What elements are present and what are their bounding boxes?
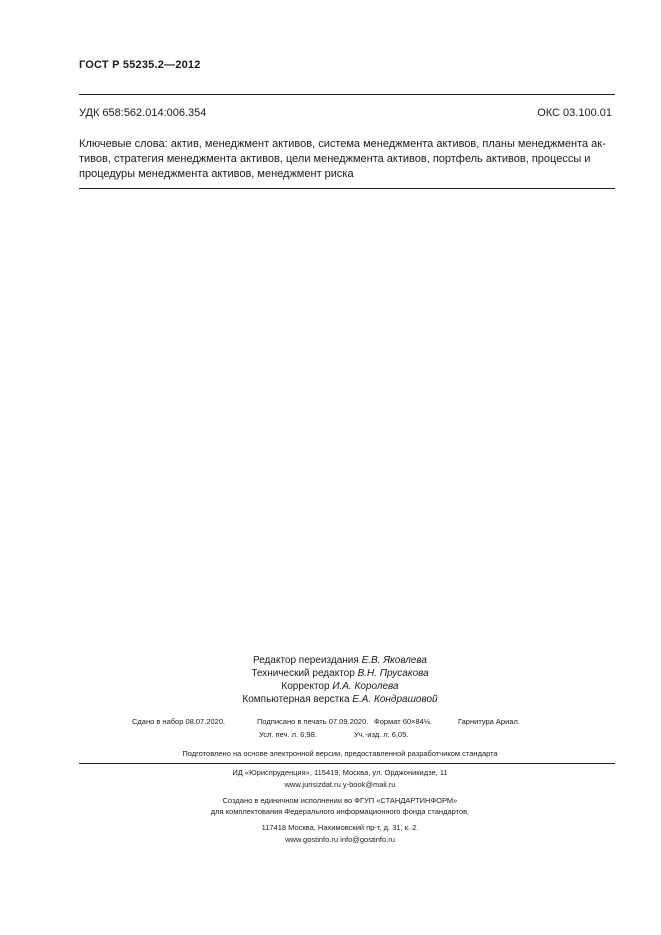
- editor-credit: [160, 654, 520, 667]
- typeface: Гарнитура Ариал.: [458, 717, 520, 726]
- fund-note: для комплектования Федерального информационного фонда стандартов,: [210, 807, 470, 816]
- tech-editor-label: Технический редактор: [251, 668, 355, 679]
- corrector-credit: [160, 680, 520, 693]
- layout-name: Е.А. Кондрашовой: [352, 694, 438, 705]
- keywords-line: тивов, стратегия менеджмента активов, цели менеджмента активов, портфель активов, процессы и: [79, 153, 591, 165]
- publisher-contacts: www.jurisizdat.ru y-book@mail.ru: [284, 780, 396, 789]
- divider: [79, 188, 615, 189]
- paper-format: Формат 60×84⅛.: [374, 717, 433, 726]
- editor-name: Е.В. Яковлева: [361, 655, 427, 666]
- standartinform-address: 117418 Москва, Нахимовский пр-т, д. 31, к. 2.: [261, 823, 419, 832]
- publisher-address: ИД «Юриспруденция», 115419, Москва, ул. Орджоникидзе, 11: [232, 768, 448, 777]
- credits-block: [160, 654, 520, 706]
- signed-date: Подписано в печать 07.09.2020.: [257, 717, 369, 726]
- layout-credit: [160, 693, 520, 706]
- standartinform-contacts: www.gostinfo.ru info@gostinfo.ru: [285, 835, 395, 844]
- layout-label: Компьютерная верстка: [242, 694, 350, 705]
- corrector-name: И.А. Королева: [332, 681, 399, 692]
- keywords-block: [79, 137, 610, 182]
- prepared-note: Подготовлено на основе электронной версии, предоставленной разработчиком стандарта: [182, 749, 498, 758]
- tech-editor-name: В.Н. Прусакова: [357, 668, 429, 679]
- sent-date: Сдано в набор 08.07.2020.: [132, 717, 226, 726]
- keywords-line: процедуры менеджмента активов, менеджмент риска: [79, 168, 354, 180]
- keywords-line: Ключевые слова: актив, менеджмент активов, система менеджмента активов, планы менеджмента ак-: [79, 138, 606, 150]
- standard-number: ГОСТ Р 55235.2—2012: [79, 59, 201, 71]
- udk-code: УДК 658:562.014:006.354: [79, 107, 207, 119]
- print-sheets: Усл. печ. л. 6,98.: [259, 730, 317, 739]
- oks-code: ОКС 03.100.01: [537, 107, 612, 119]
- divider: [79, 763, 615, 764]
- editor-label: Редактор переиздания: [252, 655, 359, 666]
- divider: [79, 94, 615, 95]
- creation-note: Создано в единичном исполнении во ФГУП «СТАНДАРТИНФОРМ»: [222, 796, 458, 805]
- tech-editor-credit: [160, 667, 520, 680]
- publishing-sheets: Уч.-изд. л. 6,05.: [354, 730, 409, 739]
- corrector-label: Корректор: [281, 681, 330, 692]
